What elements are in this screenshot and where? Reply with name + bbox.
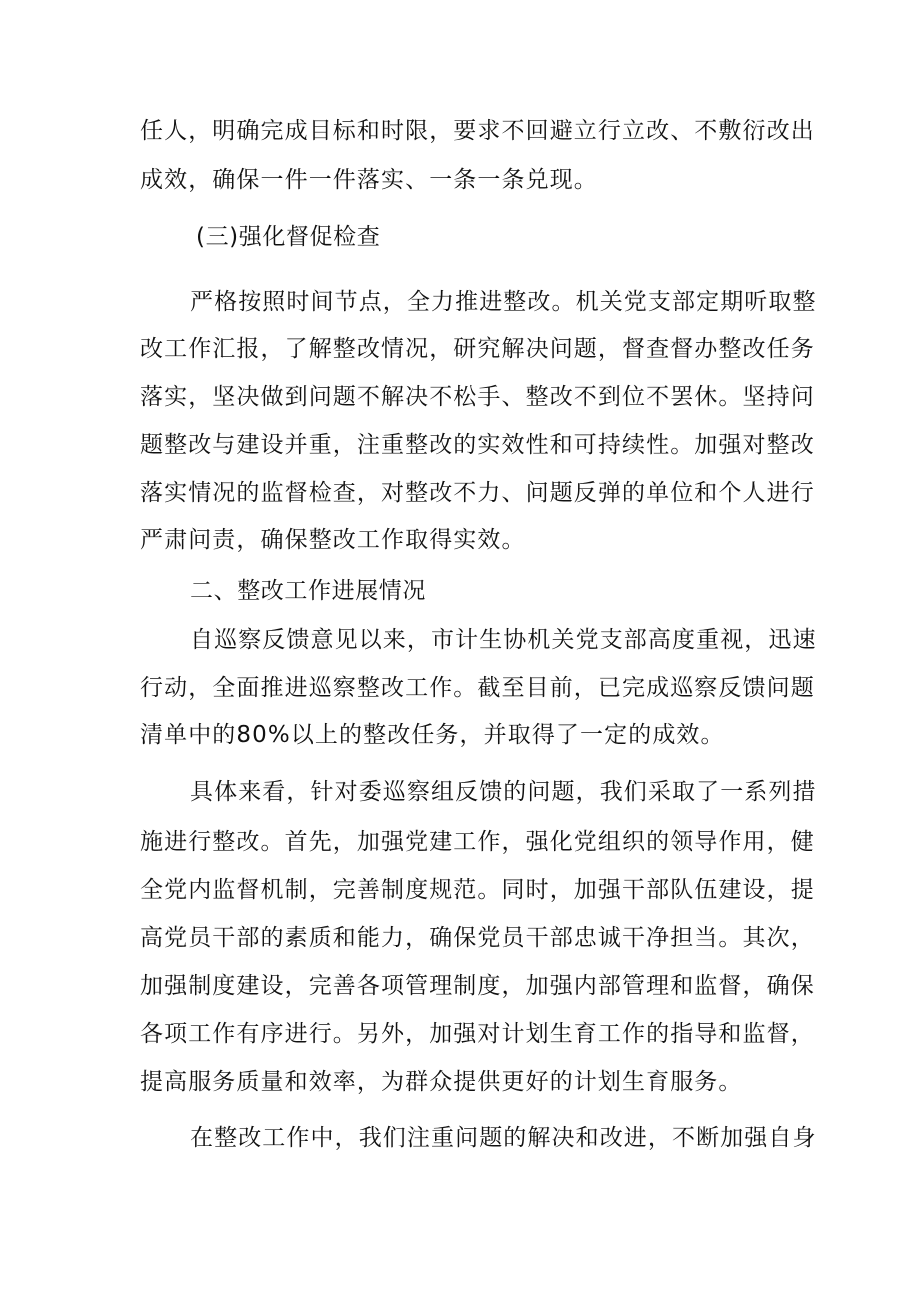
paragraph-line: 加强制度建设，完善各项管理制度，加强内部管理和监督，确保 (140, 973, 815, 999)
paragraph-line: 题整改与建设并重，注重整改的实效性和可持续性。加强对整改 (140, 432, 815, 458)
paragraph-line: 提高服务质量和效率，为群众提供更好的计划生育服务。 (140, 1069, 743, 1095)
paragraph-line: 改工作汇报，了解整改情况，研究解决问题，督查督办整改任务 (140, 336, 815, 362)
paragraph-line: 严格按照时间节点，全力推进整改。机关党支部定期听取整 (190, 289, 817, 315)
paragraph-line: 落实，坚决做到问题不解决不松手、整改不到位不罢休。坚持问 (140, 384, 815, 410)
paragraph-line: 任人，明确完成目标和时限，要求不回避立行立改、不敷衍改出 (140, 118, 815, 144)
paragraph-line: 行动，全面推进巡察整改工作。截至目前，已完成巡察反馈问题 (140, 675, 815, 701)
chapter-heading: 二、整改工作进展情况 (190, 578, 426, 604)
paragraph-line: 施进行整改。首先，加强党建工作，强化党组织的领导作用，健 (140, 829, 815, 855)
section-heading: (三)强化督促检查 (196, 224, 381, 250)
paragraph-line: 自巡察反馈意见以来，市计生协机关党支部高度重视，迅速 (190, 627, 817, 653)
paragraph-line: 落实情况的监督检查，对整改不力、问题反弹的单位和个人进行 (140, 480, 815, 506)
paragraph-line: 高党员干部的素质和能力，确保党员干部忠诚干净担当。其次， (140, 925, 815, 951)
paragraph-line: 在整改工作中，我们注重问题的解决和改进，不断加强自身 (190, 1125, 817, 1151)
paragraph-line: 各项工作有序进行。另外，加强对计划生育工作的指导和监督， (140, 1021, 815, 1047)
paragraph-line: 全党内监督机制，完善制度规范。同时，加强干部队伍建设，提 (140, 877, 815, 903)
paragraph-line: 严肃问责，确保整改工作取得实效。 (140, 527, 526, 553)
paragraph-line: 具体来看，针对委巡察组反馈的问题，我们采取了一系列措 (190, 779, 817, 805)
paragraph-line: 清单中的80%以上的整改任务，并取得了一定的成效。 (140, 722, 725, 748)
paragraph-line: 成效，确保一件一件落实、一条一条兑现。 (140, 167, 598, 193)
